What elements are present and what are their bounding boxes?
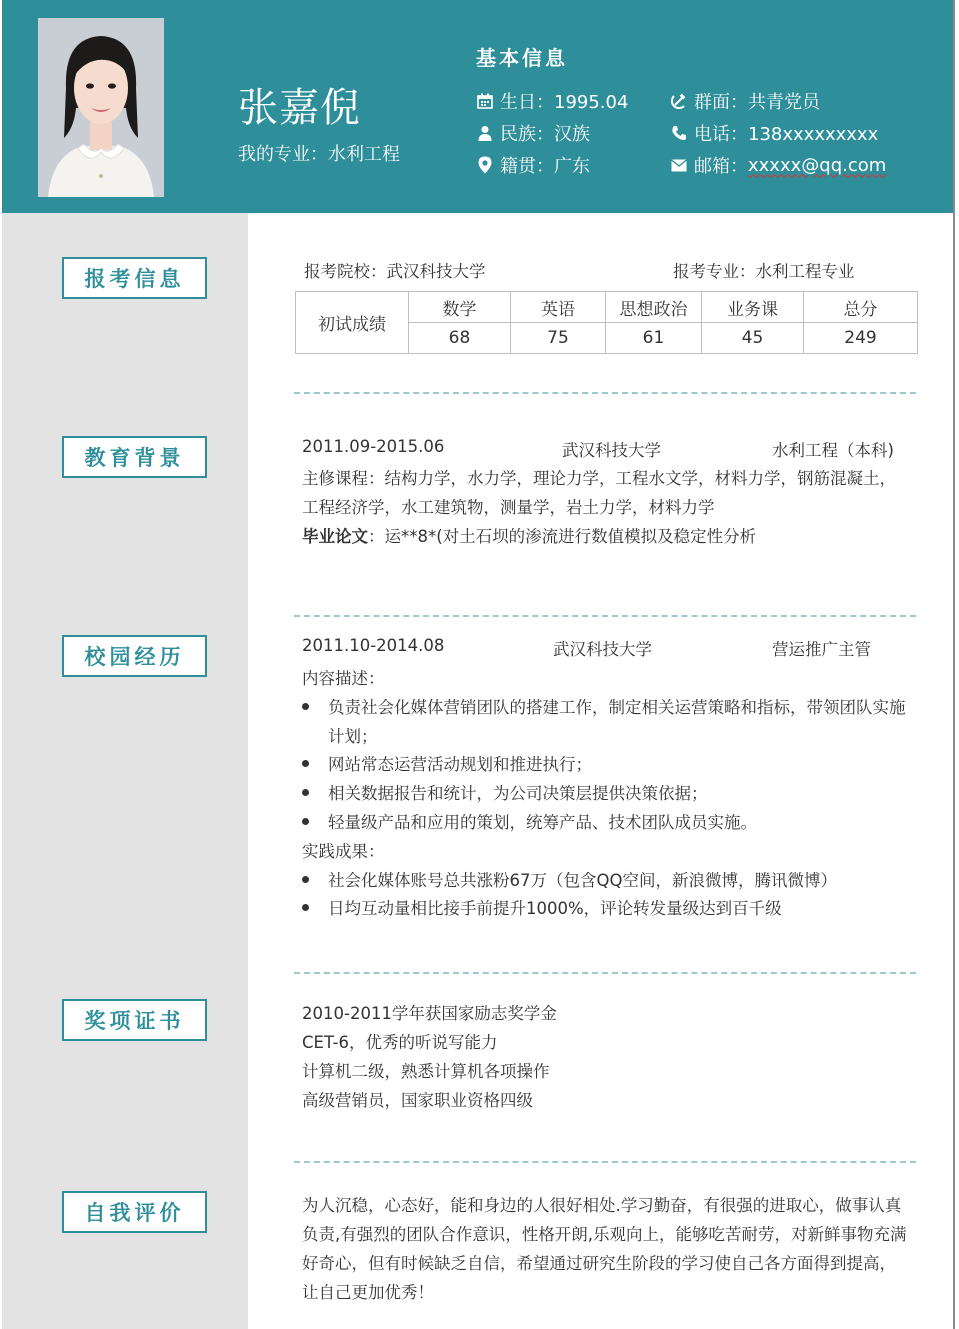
- list-item: [302, 809, 757, 833]
- campus-desc-label: 内容描述：: [302, 669, 385, 688]
- header-banner: [2, 0, 955, 213]
- section-label-education: 教育背景: [62, 436, 207, 478]
- campus-school: 武汉科技大学: [553, 640, 652, 659]
- self-eval-line: 为人沉稳，心态好，能和身边的人很好相处.学习勤奋，有很强的进取心，做事认真: [302, 1196, 902, 1215]
- bullet-text: 日均互动量相比接手前提升1000%，评论转发量级达到百千级: [328, 899, 782, 918]
- campus-result-label: 实践成果：: [302, 842, 385, 861]
- bullet-text: 轻量级产品和应用的策划，统筹产品、技术团队成员实施。: [328, 813, 757, 832]
- edu-courses-line2: 工程经济学，水工建筑物，测量学，岩土力学，材料力学: [302, 498, 715, 517]
- self-eval-line: 负责,有强烈的团队合作意识，性格开朗,乐观向上，能够吃苦耐劳，对新鲜事物充满: [302, 1225, 907, 1244]
- resume-page: [2, 0, 955, 1329]
- hammer-sickle-icon: [670, 92, 688, 110]
- edu-school: 武汉科技大学: [562, 441, 661, 460]
- score-header-english: 英语: [511, 292, 606, 323]
- origin-text: 籍贯：广东: [500, 156, 590, 177]
- score-header-politics: 思想政治: [606, 292, 702, 323]
- ethnicity-info: [476, 120, 590, 146]
- list-item: [302, 694, 906, 718]
- email-value[interactable]: xxxxx@qq.com: [748, 154, 887, 176]
- edu-degree: 水利工程（本科): [772, 441, 894, 460]
- phone-icon: [670, 124, 688, 142]
- bullet-dot: [302, 818, 309, 825]
- page-edge-border: [953, 0, 955, 1329]
- score-row-label: 初试成绩: [296, 292, 409, 354]
- bullet-dot: [302, 760, 309, 767]
- exam-school: 报考院校：武汉科技大学: [304, 262, 486, 281]
- bullet-dot: [302, 789, 309, 796]
- email-info: [670, 152, 886, 178]
- self-eval-line: 好奇心，但有时候缺乏自信，希望通过研究生阶段的学习使自己各方面得到提高，: [302, 1254, 896, 1273]
- profile-photo: [38, 18, 164, 197]
- award-item: CET-6，优秀的听说写能力: [302, 1033, 498, 1052]
- bullet-text: 社会化媒体账号总共涨粉67万（包含QQ空间，新浪微博，腾讯微博）: [328, 871, 837, 890]
- envelope-icon: [670, 156, 688, 174]
- edu-courses-line1: 主修课程：结构力学，水力学，理论力学，工程水文学，材料力学，钢筋混凝土，: [302, 469, 896, 488]
- section-label-awards: 奖项证书: [62, 999, 207, 1041]
- edu-thesis: [302, 523, 756, 547]
- politics-text: 群面：共青党员: [694, 92, 820, 113]
- basic-info-title: 基本信息: [476, 46, 568, 70]
- list-item: [302, 867, 837, 891]
- award-item: 计算机二级，熟悉计算机各项操作: [302, 1062, 550, 1081]
- phone-text: 电话：138xxxxxxxxx: [694, 124, 879, 145]
- bullet-continuation: 计划；: [328, 727, 378, 746]
- bullet-text: 负责社会化媒体营销团队的搭建工作，制定相关运营策略和指标，带领团队实施: [328, 698, 906, 717]
- calendar-icon: [476, 92, 494, 110]
- birthday-text: 生日：1995.04: [500, 92, 629, 113]
- location-pin-icon: [476, 156, 494, 174]
- score-header-total: 总分: [804, 292, 918, 323]
- award-item: 2010-2011学年获国家励志奖学金: [302, 1004, 557, 1023]
- exam-major: 报考专业：水利工程专业: [673, 262, 855, 281]
- section-label-self: 自我评价: [62, 1191, 207, 1233]
- phone-info: [670, 120, 878, 146]
- campus-period: 2011.10-2014.08: [302, 636, 445, 655]
- campus-role: 营运推广主管: [772, 640, 871, 659]
- score-table: [295, 291, 918, 354]
- section-label-campus: 校园经历: [62, 635, 207, 677]
- award-item: 高级营销员，国家职业资格四级: [302, 1091, 533, 1110]
- score-header-major: 业务课: [702, 292, 804, 323]
- score-politics: 61: [606, 323, 702, 354]
- ethnicity-text: 民族：汉族: [500, 124, 590, 145]
- section-divider: [294, 972, 916, 974]
- score-math: 68: [409, 323, 511, 354]
- thesis-text: ：运**8*(对土石坝的渗流进行数值模拟及稳定性分析: [368, 527, 757, 546]
- email-label: 邮箱：: [694, 156, 748, 177]
- score-major: 45: [702, 323, 804, 354]
- bullet-text: 相关数据报告和统计，为公司决策层提供决策依据；: [328, 784, 708, 803]
- thesis-label: 毕业论文: [302, 527, 368, 546]
- section-label-exam: 报考信息: [62, 257, 207, 299]
- candidate-major: 我的专业：水利工程: [238, 144, 400, 165]
- edu-period: 2011.09-2015.06: [302, 437, 445, 456]
- list-item: [302, 751, 592, 775]
- self-eval-line: 让自己更加优秀！: [302, 1283, 434, 1302]
- birthday-info: [476, 88, 628, 114]
- score-header-math: 数学: [409, 292, 511, 323]
- score-english: 75: [511, 323, 606, 354]
- politics-info: [670, 88, 820, 114]
- bullet-dot: [302, 876, 309, 883]
- section-divider: [294, 392, 916, 394]
- list-item: [302, 895, 782, 919]
- bullet-dot: [302, 703, 309, 710]
- table-row: [296, 292, 918, 323]
- origin-info: [476, 152, 590, 178]
- candidate-name: 张嘉倪: [238, 85, 361, 131]
- list-item: [302, 780, 708, 804]
- bullet-text: 网站常态运营活动规划和推进执行；: [328, 755, 592, 774]
- score-total: 249: [804, 323, 918, 354]
- bullet-dot: [302, 904, 309, 911]
- left-sidebar: [2, 213, 248, 1329]
- section-divider: [294, 1161, 916, 1163]
- section-divider: [294, 615, 916, 617]
- person-icon: [476, 124, 494, 142]
